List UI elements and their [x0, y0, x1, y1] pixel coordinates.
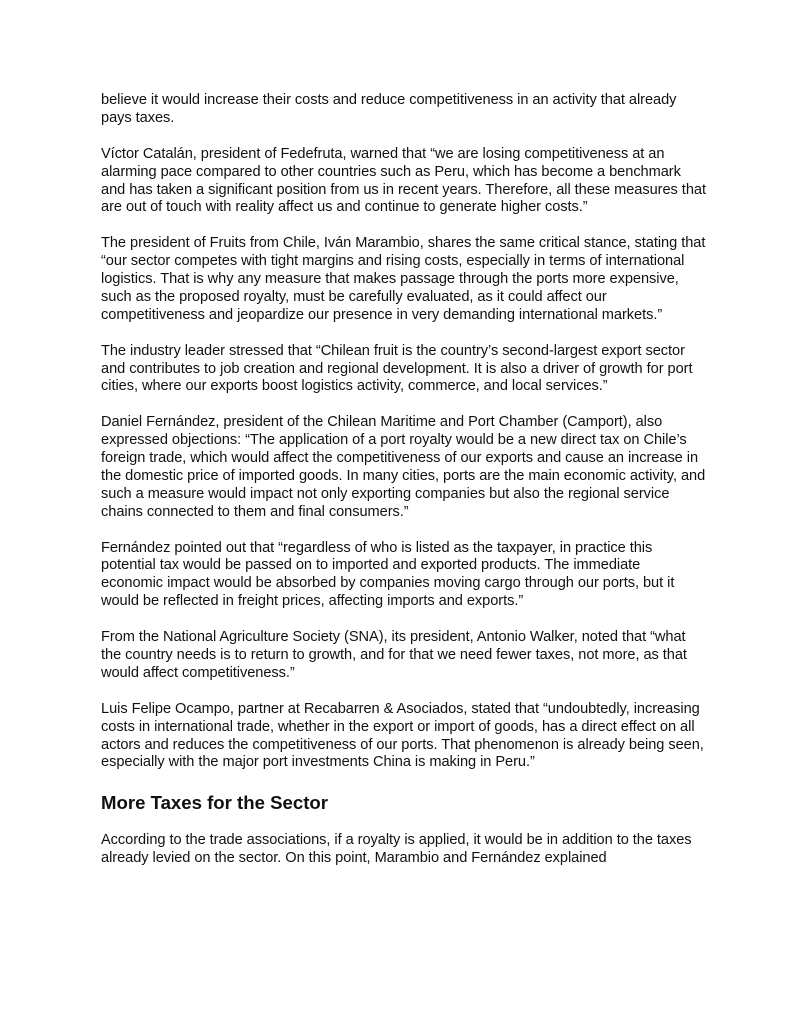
paragraph-industry-leader: The industry leader stressed that “Chilean fruit is the country’s second-largest export sector and contributes to job creation and regional development. It is also a driver of growth for port cities, where our exports boost logistics activity, commerce, and local services.” — [101, 342, 693, 395]
paragraph-ocampo: Luis Felipe Ocampo, partner at Recabarren & Asociados, stated that “undoubtedly, increasing costs in international trade, whether in the export or import of goods, has a direct effect on all actors and reduces the competitiveness of our ports. That phenomenon is already being seen, especially with the major port investments China is making in Peru.” — [101, 700, 704, 771]
paragraph-catalan-quote: Víctor Catalán, president of Fedefruta, warned that “we are losing competitiveness at an alarming pace compared to other countries such as Peru, which has become a benchmark and has taken a significant position from us in recent years. Therefore, all these measures that are out of touch with reality affect us and continue to generate higher costs.” — [101, 145, 706, 216]
section-heading: More Taxes for the Sector — [101, 792, 328, 814]
paragraph-trade-associations: According to the trade associations, if a royalty is applied, it would be in addition to the taxes already levied on the sector. On this point, Marambio and Fernández explained — [101, 832, 692, 867]
paragraph-marambio-quote: The president of Fruits from Chile, Iván Marambio, shares the same critical stance, stating that “our sector competes with tight margins and rising costs, especially in terms of international logistics. That is why any measure that makes passage through the ports more expensive, such as the proposed royalty, must be carefully evaluated, as it could affect our competitiveness and jeopardize our presence in very demanding international markets.” — [101, 235, 706, 323]
document-page — [101, 92, 706, 886]
paragraph-fernandez-taxpayer: Fernández pointed out that “regardless of who is listed as the taxpayer, in practice this potential tax would be passed on to imported and exported products. The immediate economic impact would be absorbed by companies moving cargo through our ports, but it would be reflected in freight prices, affecting imports and exports.” — [101, 539, 675, 610]
paragraph-fernandez-objections: Daniel Fernández, president of the Chilean Maritime and Port Chamber (Camport), also expressed objections: “The application of a port royalty would be a new direct tax on Chile’s foreign trade, which would affect the competitiveness of our exports and cause an increase in the domestic price of imported goods. In many cities, ports are the main economic activity, and such a measure would impact not only exporting companies but also the regional service chains connected to them and final consumers.” — [101, 414, 706, 520]
paragraph-sna-walker: From the National Agriculture Society (SNA), its president, Antonio Walker, noted that “what the country needs is to return to growth, and for that we need fewer taxes, not more, as that would affect competitiveness.” — [101, 629, 687, 681]
paragraph-continuation: believe it would increase their costs and reduce competitiveness in an activity that already pays taxes. — [101, 92, 677, 126]
